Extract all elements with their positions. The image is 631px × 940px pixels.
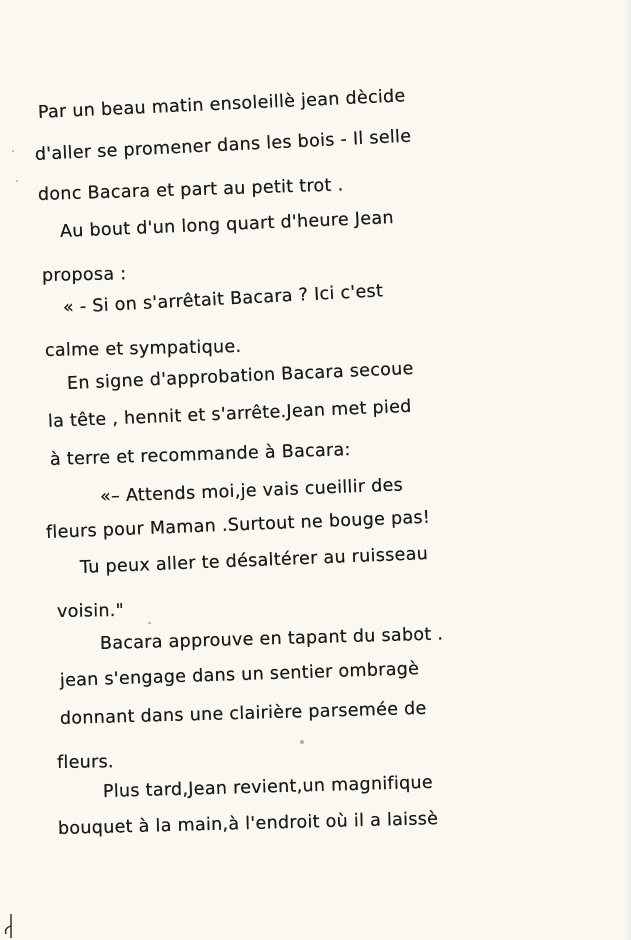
scan-speck: [148, 622, 151, 624]
text-line: proposa :: [41, 264, 127, 286]
text-line: voisin.": [56, 600, 125, 622]
text-line: fleurs pour Maman .Surtout ne bouge pas!: [45, 507, 431, 543]
text-line: la tête , hennit et s'arrête.Jean met pied: [47, 396, 413, 432]
text-line: d'aller se promener dans les bois - Il selle: [34, 126, 412, 165]
text-line: Au bout d'un long quart d'heure Jean: [59, 208, 395, 242]
text-line: à terre et recommande à Bacara:: [49, 440, 352, 470]
text-line: « - Si on s'arrêtait Bacara ? Ici c'est: [62, 281, 384, 318]
text-line: calme et sympatique.: [44, 336, 242, 361]
scan-speck: [16, 180, 18, 182]
scan-speck: [12, 150, 14, 152]
text-line: donnant dans une clairière parsemée de: [59, 698, 427, 729]
text-line: En signe d'approbation Bacara secoue: [66, 358, 415, 394]
text-line: Tu peux aller te désaltérer au ruisseau: [79, 544, 429, 578]
scan-speck: [300, 740, 304, 744]
text-line: jean s'engage dans un sentier ombragè: [59, 659, 420, 691]
text-line: bouquet à la main,à l'endroit où il a laissè: [57, 809, 439, 839]
text-line: Plus tard,Jean revient,un magnifique: [102, 772, 434, 802]
corner-mark-icon: [2, 912, 20, 940]
text-line: «– Attends moi,je vais cueillir des: [99, 475, 404, 507]
text-line: Bacara approuve en tapant du sabot .: [99, 624, 444, 654]
text-line: fleurs.: [56, 752, 114, 773]
text-line: Par un beau matin ensoleillè jean dècide: [37, 86, 406, 123]
text-line: donc Bacara et part au petit trot .: [37, 175, 344, 205]
